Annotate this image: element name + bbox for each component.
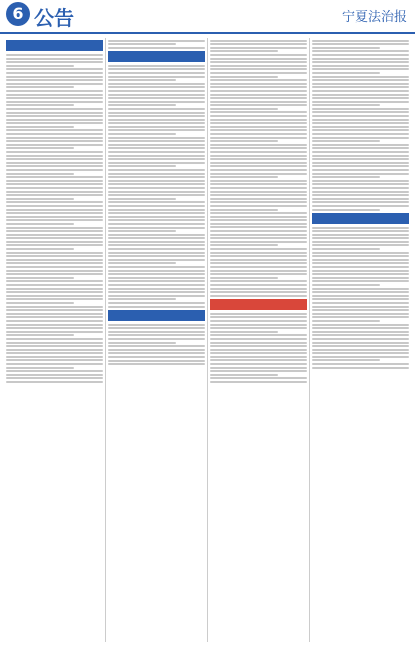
section-band: [210, 299, 307, 310]
column-divider: [105, 38, 106, 642]
column-3: [210, 38, 307, 642]
section-band: [108, 51, 205, 62]
column-4: [312, 38, 409, 642]
page-header: [0, 0, 415, 34]
masthead-logo: 宁夏法治报: [341, 10, 407, 25]
column-divider: [309, 38, 310, 642]
section-title: 公告: [34, 6, 74, 30]
section-band: [108, 310, 205, 321]
section-band: [312, 213, 409, 224]
column-2: [108, 38, 205, 642]
page-number: 6: [6, 2, 30, 26]
column-divider: [207, 38, 208, 642]
column-1: [6, 38, 103, 642]
section-band: [6, 40, 103, 51]
